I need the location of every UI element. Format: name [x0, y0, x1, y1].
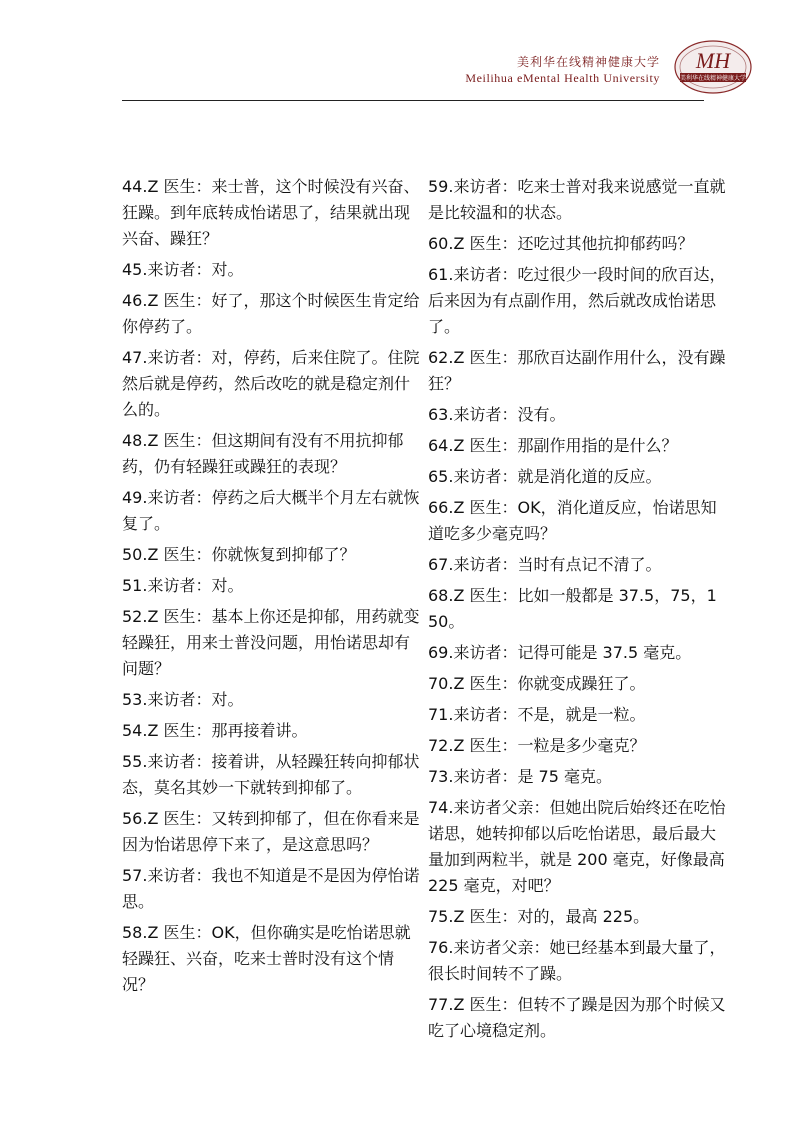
dialogue-line: 44.Z 医生：来士普，这个时候没有兴奋、狂躁。到年底转成怡诺思了，结果就出现兴奋、躁狂？ [122, 177, 420, 248]
left-column [122, 174, 420, 1003]
dialogue-line: 49.来访者：停药之后大概半个月左右就恢复了。 [122, 488, 420, 533]
dialogue-line: 68.Z 医生：比如一般都是 37.5，75，150。 [428, 586, 717, 631]
dialogue-line: 67.来访者：当时有点记不清了。 [428, 555, 662, 574]
brand-block [465, 54, 660, 86]
page-header [0, 0, 800, 110]
dialogue-line: 58.Z 医生：OK，但你确实是吃怡诺思就轻躁狂、兴奋，吃来士普时没有这个情况？ [122, 923, 411, 994]
dialogue-line: 56.Z 医生：又转到抑郁了，但在你看来是因为怡诺思停下来了，是这意思吗？ [122, 809, 420, 854]
dialogue-line: 55.来访者：接着讲，从轻躁狂转向抑郁状态，莫名其妙一下就转到抑郁了。 [122, 752, 420, 797]
dialogue-line: 69.来访者：记得可能是 37.5 毫克。 [428, 643, 692, 662]
dialogue-line: 63.来访者：没有。 [428, 405, 566, 424]
dialogue-line: 70.Z 医生：你就变成躁狂了。 [428, 674, 646, 693]
dialogue-line: 57.来访者：我也不知道是不是因为停怡诺思。 [122, 866, 420, 911]
dialogue-line: 51.来访者：对。 [122, 576, 244, 595]
university-logo [672, 38, 754, 96]
brand-name-chinese: 美利华在线精神健康大学 [516, 55, 660, 69]
dialogue-line: 61.来访者：吃过很少一段时间的欣百达，后来因为有点副作用，然后就改成怡诺思了。 [428, 265, 726, 336]
dialogue-line: 45.来访者：对。 [122, 260, 244, 279]
dialogue-line: 47.来访者：对，停药，后来住院了。住院然后就是停药，然后改吃的就是稳定剂什么的。 [122, 348, 420, 419]
logo-banner-text: 美利华在线精神健康大学 [679, 75, 747, 82]
dialogue-line: 76.来访者父亲：她已经基本到最大量了，很长时间转不了躁。 [428, 938, 726, 983]
dialogue-line: 50.Z 医生：你就恢复到抑郁了？ [122, 545, 356, 564]
dialogue-line: 65.来访者：就是消化道的反应。 [428, 467, 662, 486]
dialogue-line: 60.Z 医生：还吃过其他抗抑郁药吗？ [428, 234, 694, 253]
dialogue-line: 52.Z 医生：基本上你还是抑郁，用药就变轻躁狂，用来士普没问题，用怡诺思却有问题？ [122, 607, 420, 678]
dialogue-line: 73.来访者：是 75 毫克。 [428, 767, 612, 786]
dialogue-line: 75.Z 医生：对的，最高 225。 [428, 907, 650, 926]
dialogue-line: 72.Z 医生：一粒是多少毫克？ [428, 736, 646, 755]
dialogue-line: 71.来访者：不是，就是一粒。 [428, 705, 646, 724]
logo-mark: MH [695, 48, 731, 73]
dialogue-line: 64.Z 医生：那副作用指的是什么？ [428, 436, 678, 455]
header-divider [122, 100, 704, 101]
dialogue-line: 48.Z 医生：但这期间有没有不用抗抑郁药，仍有轻躁狂或躁狂的表现？ [122, 431, 404, 476]
dialogue-line: 77.Z 医生：但转不了躁是因为那个时候又吃了心境稳定剂。 [428, 995, 726, 1040]
dialogue-line: 66.Z 医生：OK，消化道反应，怡诺思知道吃多少毫克吗？ [428, 498, 717, 543]
right-column [428, 174, 730, 1049]
dialogue-line: 74.来访者父亲：但她出院后始终还在吃怡诺思，她转抑郁以后吃怡诺思，最后最大量加到两粒半，就是 200 毫克，好像最高 225 毫克，对吧？ [428, 798, 730, 895]
dialogue-line: 53.来访者：对。 [122, 690, 244, 709]
dialogue-line: 62.Z 医生：那欣百达副作用什么，没有躁狂？ [428, 348, 726, 393]
brand-name-english: Meilihua eMental Health University [465, 71, 660, 85]
dialogue-line: 59.来访者：吃来士普对我来说感觉一直就是比较温和的状态。 [428, 177, 726, 222]
dialogue-line: 54.Z 医生：那再接着讲。 [122, 721, 308, 740]
dialogue-line: 46.Z 医生：好了，那这个时候医生肯定给你停药了。 [122, 291, 420, 336]
